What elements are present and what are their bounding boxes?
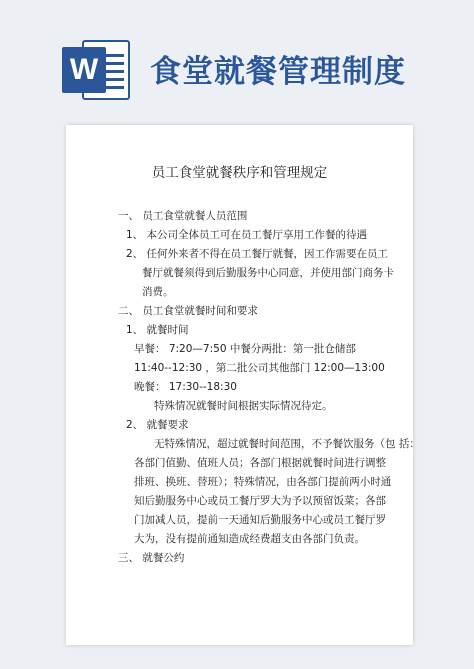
body-line: 知后勤服务中心或员工餐厅罗大为予以预留饭菜；各部 <box>134 495 386 507</box>
body-line: 门加减人员，提前一天通知后勤服务中心或员工餐厅罗 <box>134 514 386 526</box>
word-badge: W <box>62 47 106 93</box>
body-line: 1、 本公司全体员工可在员工餐厅享用工作餐的待遇 <box>126 229 368 241</box>
doc-line <box>104 78 124 81</box>
section-heading: 一、 员工食堂就餐人员范围 <box>118 210 248 222</box>
subsection-heading: 2、 就餐要求 <box>126 419 189 431</box>
page-title: 食堂就餐管理制度 <box>150 54 406 90</box>
body-line: 无特殊情况，超过就餐时间范围，不予餐饮服务（包 括： <box>154 438 420 450</box>
doc-line <box>104 86 124 89</box>
document-title: 员工食堂就餐秩序和管理规定 <box>151 165 328 181</box>
doc-line <box>104 70 124 73</box>
word-document-icon <box>62 40 130 100</box>
body-line: 排班、换班、替班）；特殊情况，由各部门提前两小时通 <box>134 476 392 488</box>
body-line: 晚餐： 17:30--18:30 <box>134 381 237 393</box>
doc-line <box>104 54 124 57</box>
body-line: 餐厅就餐须得到后勤服务中心同意，并使用部门商务卡 <box>142 267 394 279</box>
body-line: 消费。 <box>142 286 174 298</box>
body-line: 大为，没有提前通知造成经费超支由各部门负责。 <box>134 533 365 545</box>
header <box>0 0 474 112</box>
document-page <box>66 125 420 645</box>
body-line: 11:40--12:30 ，第二批公司其他部门 12:00—13:00 <box>134 362 385 374</box>
body-line: 各部门值勤、值班人员；各部门根据就餐时间进行调整 <box>134 457 386 469</box>
doc-line <box>104 62 124 65</box>
body-line: 特殊情况就餐时间根据实际情况待定。 <box>154 400 333 412</box>
subsection-heading: 1、 就餐时间 <box>126 324 189 336</box>
body-line: 2、 任何外来者不得在员工餐厅就餐，因工作需要在员工 <box>126 248 389 260</box>
body-line: 早餐： 7:20—7:50 中餐分两批：第一批仓储部 <box>134 343 356 355</box>
section-heading: 二、 员工食堂就餐时间和要求 <box>118 305 258 317</box>
section-heading: 三、 就餐公约 <box>118 552 185 564</box>
